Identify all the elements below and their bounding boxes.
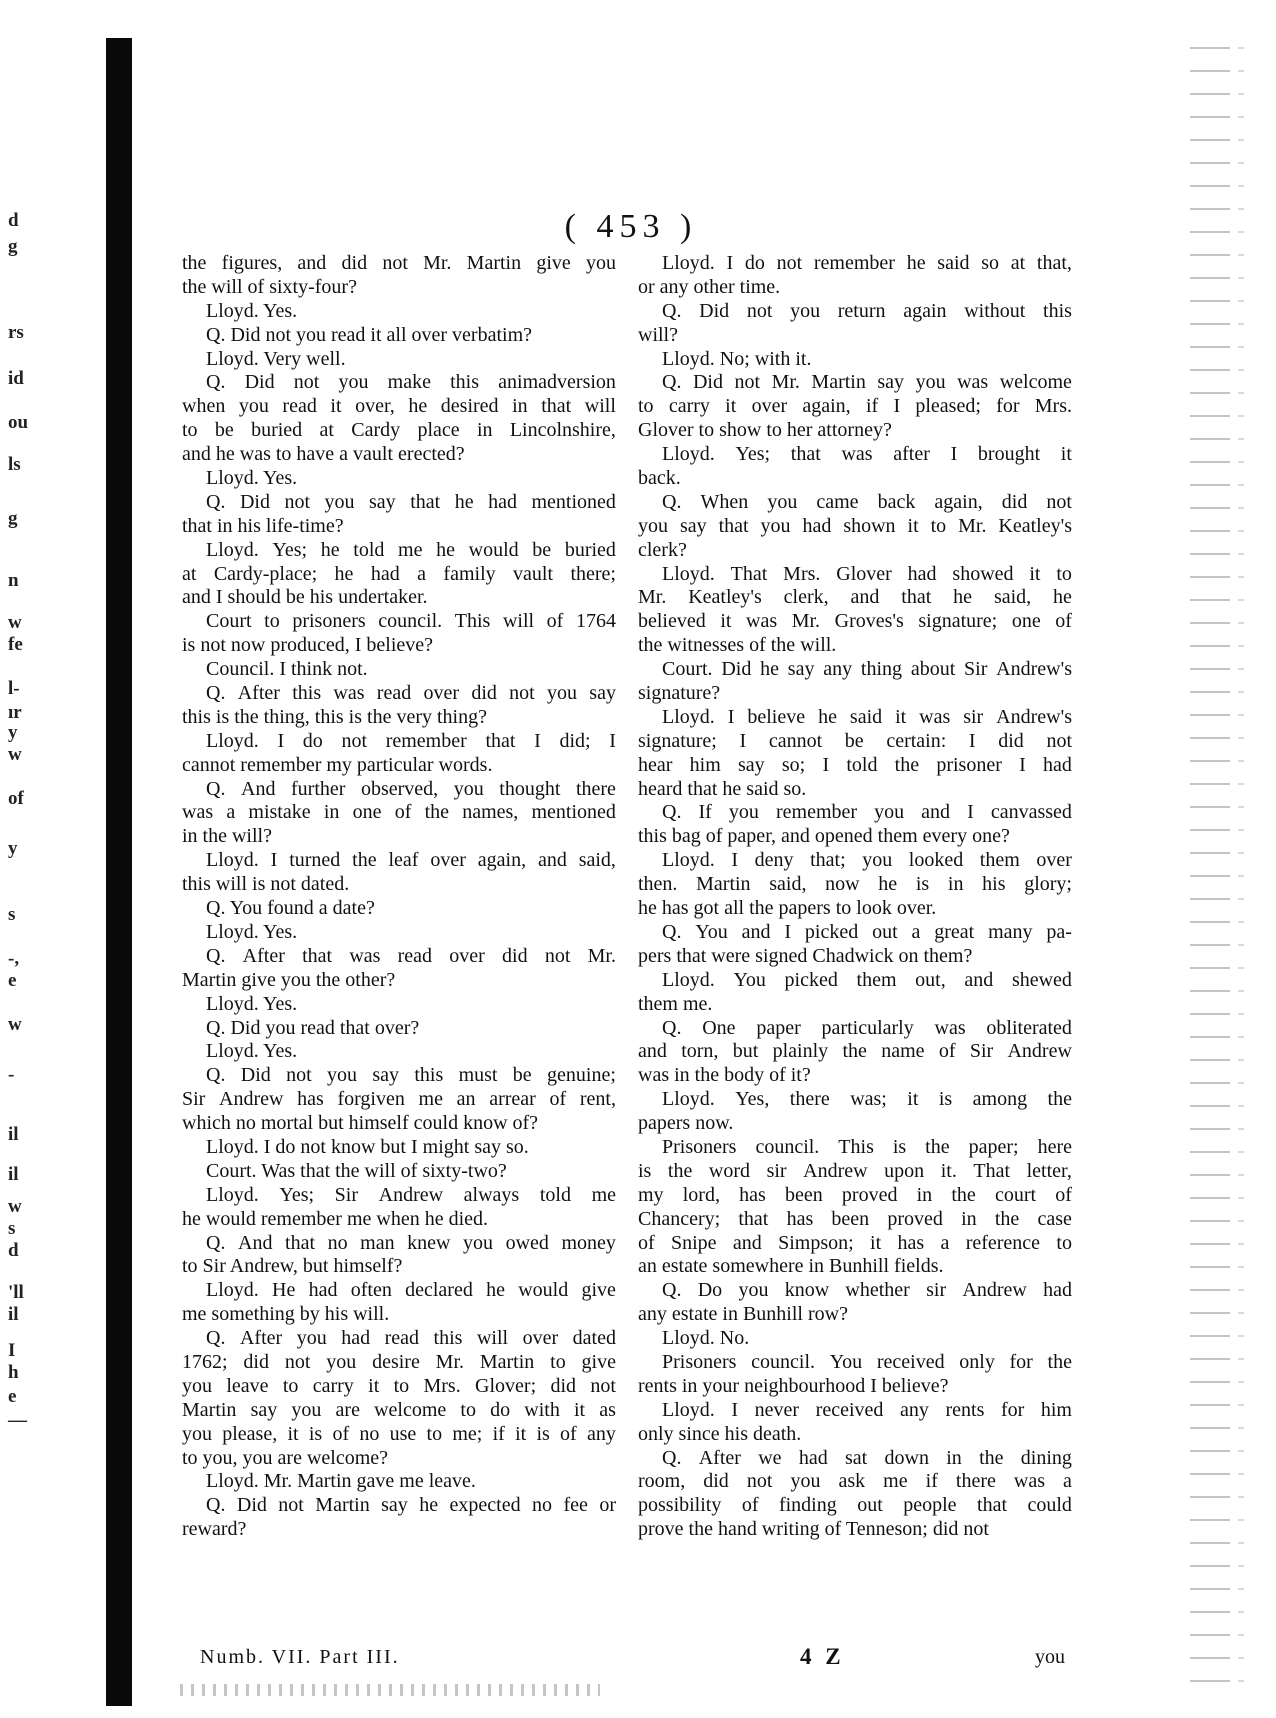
text-line: signature; I cannot be certain: I did not — [638, 729, 1072, 752]
book-spine-shadow — [106, 38, 132, 1706]
text-line: Council. I think not. — [206, 658, 368, 681]
text-line: Lloyd. I never received any rents for him — [662, 1398, 1072, 1421]
text-line: is not now produced, I believe? — [182, 634, 434, 657]
text-line: Court. Was that the will of sixty-two? — [206, 1159, 507, 1182]
text-line: Lloyd. No. — [662, 1327, 750, 1350]
text-line: Lloyd. I do not remember he said so at that, — [662, 252, 1072, 274]
margin-fragment: s — [8, 1218, 16, 1239]
text-line: hear him say so; I told the prisoner I had — [638, 753, 1072, 776]
text-line: Q. Did not you say this must be genuine; — [206, 1064, 616, 1087]
text-line: Martin give you the other? — [182, 968, 396, 991]
text-line: Martin say you are welcome to do with it as — [182, 1398, 616, 1421]
text-line: Lloyd. Very well. — [206, 347, 346, 370]
signature-mark: 4 Z — [800, 1644, 845, 1669]
text-line: to carry it over again, if I pleased; for Mrs. — [638, 395, 1072, 418]
text-line: Lloyd. I do not know but I might say so. — [206, 1135, 529, 1158]
text-line: them me. — [638, 992, 713, 1015]
margin-fragment: id — [8, 368, 24, 389]
text-line: he would remember me when he died. — [182, 1207, 489, 1230]
text-line: Lloyd. He had often declared he would give — [206, 1279, 616, 1302]
text-line: any estate in Bunhill row? — [638, 1303, 848, 1326]
text-line: Lloyd. I do not remember that I did; I — [206, 729, 616, 752]
text-line: Lloyd. Yes. — [206, 992, 298, 1015]
text-line: which no mortal but himself could know of? — [182, 1112, 539, 1135]
text-line: and he was to have a vault erected? — [182, 443, 465, 466]
text-line: Q. After you had read this will over dated — [206, 1327, 616, 1350]
text-line: Q. Did not you read it all over verbatim? — [206, 323, 533, 346]
text-line: rents in your neighbourhood I believe? — [638, 1374, 949, 1397]
text-line: Lloyd. Yes. — [206, 920, 298, 943]
right-text-column — [638, 252, 1072, 1542]
text-line: Lloyd. I deny that; you looked them over — [662, 849, 1072, 872]
margin-fragment: e — [8, 1386, 17, 1407]
text-line: the will of sixty-four? — [182, 275, 357, 298]
margin-fragment: ls — [8, 454, 21, 475]
text-line: room, did not you ask me if there was a — [638, 1470, 1072, 1493]
text-line: Lloyd. Yes; Sir Andrew always told me — [206, 1183, 616, 1206]
text-line: Lloyd. Yes. — [206, 1040, 298, 1063]
text-line: Q. After this was read over did not you say — [206, 682, 616, 705]
text-line: Q. If you remember you and I canvassed — [662, 801, 1072, 824]
text-line: Chancery; that has been proved in the case — [638, 1207, 1072, 1230]
text-line: Lloyd. Yes, there was; it is among the — [662, 1088, 1072, 1111]
text-line: Q. Did not Martin say he expected no fee or — [206, 1494, 616, 1517]
margin-fragment: h — [8, 1362, 19, 1383]
text-line: reward? — [182, 1518, 247, 1541]
margin-fragment: w — [8, 744, 22, 765]
text-line: Lloyd. Mr. Martin gave me leave. — [206, 1470, 476, 1493]
text-line: Q. You found a date? — [206, 897, 375, 920]
text-line: this bag of paper, and opened them every one? — [638, 825, 1010, 848]
text-line: Lloyd. I turned the leaf over again, and said, — [206, 849, 616, 872]
text-line: Lloyd. I believe he said it was sir Andrew's — [662, 705, 1072, 728]
text-line: the figures, and did not Mr. Martin give you — [182, 252, 616, 274]
text-line: Q. You and I picked out a great many pa- — [662, 920, 1072, 943]
text-line: Lloyd. Yes. — [206, 299, 298, 322]
margin-fragment: -, — [8, 948, 20, 969]
margin-fragment: w — [8, 612, 22, 633]
text-line: was in the body of it? — [638, 1064, 811, 1087]
text-line: my lord, has been proved in the court of — [638, 1183, 1072, 1206]
text-line: that in his life-time? — [182, 514, 344, 537]
text-line: an estate somewhere in Bunhill fields. — [638, 1255, 944, 1278]
text-line: this is the thing, this is the very thing? — [182, 705, 487, 728]
text-line: Q. Did not Mr. Martin say you was welcome — [662, 371, 1072, 394]
footer-issue-label: Numb. VII. Part III. — [200, 1646, 400, 1668]
margin-fragment: 'll — [8, 1282, 24, 1303]
text-line: Sir Andrew has forgiven me an arrear of rent, — [182, 1088, 616, 1111]
text-line: Mr. Keatley's clerk, and that he said, he — [638, 586, 1072, 609]
text-line: prove the hand writing of Tenneson; did not — [638, 1518, 989, 1541]
text-line: you please, it is of no use to me; if it is of any — [182, 1422, 616, 1445]
margin-fragment: w — [8, 1014, 22, 1035]
text-line: believed it was Mr. Groves's signature; one of — [638, 610, 1072, 633]
text-line: he has got all the papers to look over. — [638, 897, 937, 920]
text-line: pers that were signed Chadwick on them? — [638, 944, 973, 967]
text-line: in the will? — [182, 825, 272, 848]
margin-fragment: of — [8, 788, 24, 809]
margin-fragment: w — [8, 1196, 22, 1217]
text-line: possibility of finding out people that could — [638, 1494, 1072, 1517]
margin-fragment: fe — [8, 634, 23, 655]
text-line: Q. One paper particularly was obliterated — [662, 1016, 1072, 1039]
margin-fragment: g — [8, 236, 18, 257]
margin-fragment: il — [8, 1164, 19, 1185]
bottom-scan-noise — [180, 1684, 600, 1696]
margin-fragment: y — [8, 722, 18, 743]
margin-fragment: e — [8, 970, 17, 991]
text-line: at Cardy-place; he had a family vault there; — [182, 562, 616, 585]
text-line: clerk? — [638, 538, 687, 561]
text-line: and I should be his undertaker. — [182, 586, 428, 609]
text-line: you leave to carry it to Mrs. Glover; did not — [182, 1374, 616, 1397]
left-text-column — [182, 252, 616, 1542]
text-line: Q. Do you know whether sir Andrew had — [662, 1279, 1072, 1302]
text-line: Court. Did he say any thing about Sir Andrew's — [662, 658, 1072, 681]
margin-fragment: ır — [8, 702, 22, 723]
text-line: Q. Did not you return again without this — [662, 299, 1072, 322]
text-line: Lloyd. Yes; he told me he would be buried — [206, 538, 616, 561]
text-line: back. — [638, 467, 681, 490]
text-line: this will is not dated. — [182, 873, 350, 896]
page-edge-noise-secondary — [1238, 40, 1244, 1700]
margin-fragment: y — [8, 838, 18, 859]
text-line: is the word sir Andrew upon it. That letter, — [638, 1159, 1072, 1182]
text-line: Glover to show to her attorney? — [638, 419, 892, 442]
text-line: Q. And that no man knew you owed money — [206, 1231, 616, 1254]
page-number: ( 453 ) — [564, 208, 698, 245]
text-line: Lloyd. You picked them out, and shewed — [662, 968, 1072, 991]
text-line: only since his death. — [638, 1422, 802, 1445]
margin-fragment: d — [8, 210, 19, 231]
margin-fragment: l- — [8, 678, 20, 699]
text-line: Lloyd. Yes; that was after I brought it — [662, 443, 1072, 466]
text-line: Q. Did you read that over? — [206, 1016, 420, 1039]
text-line: Prisoners council. You received only for the — [662, 1350, 1072, 1373]
text-line: to be buried at Cardy place in Lincolnshire, — [182, 419, 616, 442]
text-line: Q. After we had sat down in the dining — [662, 1446, 1072, 1469]
catchword: you — [1035, 1646, 1065, 1668]
text-line: Q. After that was read over did not Mr. — [206, 944, 616, 967]
margin-fragment: ou — [8, 412, 29, 433]
margin-fragment: d — [8, 1240, 19, 1261]
text-line: Court to prisoners council. This will of 1764 — [206, 610, 616, 633]
text-line: and torn, but plainly the name of Sir Andrew — [638, 1040, 1072, 1063]
text-line: Q. When you came back again, did not — [662, 490, 1072, 513]
text-line: was a mistake in one of the names, mentioned — [182, 801, 616, 824]
margin-fragment: rs — [8, 322, 24, 343]
text-line: to you, you are welcome? — [182, 1446, 389, 1469]
text-line: when you read it over, he desired in that will — [182, 395, 616, 418]
margin-fragment: il — [8, 1124, 19, 1145]
text-line: Prisoners council. This is the paper; here — [662, 1135, 1072, 1158]
text-line: Lloyd. Yes. — [206, 467, 298, 490]
text-line: Q. Did not you say that he had mentioned — [206, 490, 616, 513]
margin-fragment: I — [8, 1340, 16, 1361]
text-line: Q. And further observed, you thought there — [206, 777, 616, 800]
margin-fragment: il — [8, 1304, 19, 1325]
text-line: Lloyd. That Mrs. Glover had showed it to — [662, 562, 1072, 585]
margin-fragment: n — [8, 570, 19, 591]
text-line: signature? — [638, 682, 721, 705]
margin-fragment: s — [8, 904, 16, 925]
text-line: to Sir Andrew, but himself? — [182, 1255, 403, 1278]
margin-fragment: g — [8, 508, 18, 529]
text-line: heard that he said so. — [638, 777, 807, 800]
text-line: 1762; did not you desire Mr. Martin to give — [182, 1350, 616, 1373]
text-line: the witnesses of the will. — [638, 634, 837, 657]
text-line: papers now. — [638, 1112, 734, 1135]
text-line: me something by his will. — [182, 1303, 390, 1326]
facing-page-margin-fragments — [0, 0, 60, 1718]
page-edge-noise — [1190, 40, 1230, 1700]
text-line: cannot remember my particular words. — [182, 753, 493, 776]
margin-fragment: - — [8, 1064, 15, 1085]
text-line: or any other time. — [638, 275, 781, 298]
text-line: Q. Did not you make this animadversion — [206, 371, 616, 394]
text-line: Lloyd. No; with it. — [662, 347, 812, 370]
margin-fragment: — — [8, 1410, 27, 1431]
text-line: will? — [638, 323, 678, 346]
text-line: you say that you had shown it to Mr. Keatley's — [638, 514, 1072, 537]
text-line: then. Martin said, now he is in his glory; — [638, 873, 1072, 896]
text-line: of Snipe and Simpson; it has a reference to — [638, 1231, 1072, 1254]
